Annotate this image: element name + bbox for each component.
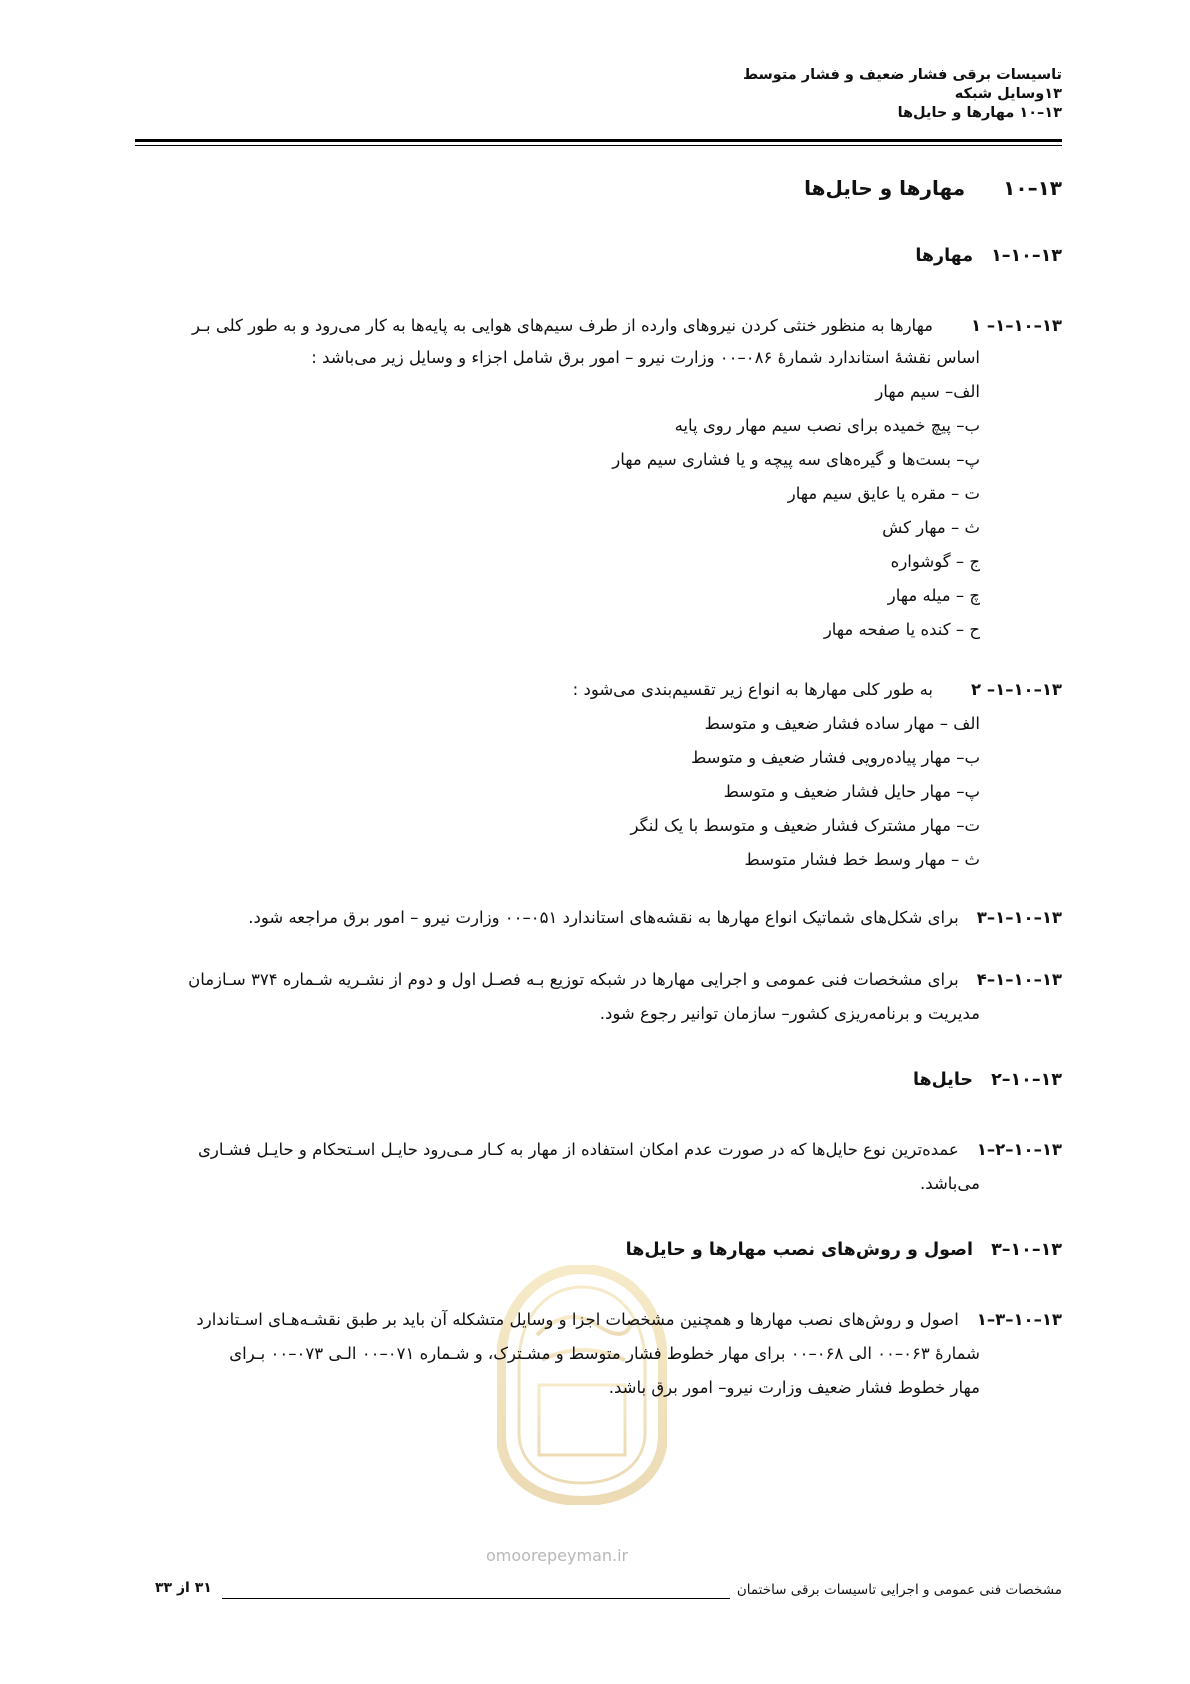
clause-text: برای مشخصات فنی عمومی و اجرایی مهارها در شبکه توزیع بـه فصـل اول و دوم از نشـریه شـماره ۳۷۴ سـازمان — [188, 970, 959, 989]
list-item: ث – مهار کش — [882, 518, 980, 537]
clause-3 — [248, 908, 1062, 927]
clause-text: مهارها به منظور خنثی کردن نیروهای وارده از طرف سیم‌های هوایی به پایه‌ها به کار می‌رود و به طور کلی بـر — [192, 316, 934, 335]
subsection-heading-13-10-1 — [915, 246, 1062, 266]
clause-3-1-line-2: شمارهٔ ۰۶۳–۰۰ الی ۰۶۸–۰۰ برای مهار خطوط فشار متوسط و مشـترک، و شـماره ۰۷۱–۰۰ الـی ۰۷۳–۰۰ بـرای — [229, 1344, 980, 1363]
section-heading-13-10 — [804, 176, 1062, 200]
list-item: ج – گوشواره — [890, 552, 980, 571]
subsection-number: ۱۳–۱۰–۲ — [991, 1070, 1062, 1090]
clause-number: ۱۳–۱۰–۳–۱ — [976, 1310, 1062, 1329]
header-line-1: تاسیسات برقی فشار ضعیف و فشار متوسط — [742, 67, 1062, 83]
clause-1-line-1 — [192, 316, 1062, 335]
clause-number: ۱۳–۱۰–۱–۳ — [976, 908, 1062, 927]
list-item: ث – مهار وسط خط فشار متوسط — [744, 850, 980, 869]
header-line-2: ۱۳وسایل شبکه — [954, 86, 1062, 102]
subsection-heading-13-10-3 — [626, 1240, 1062, 1260]
watermark-url: omoorepeyman.ir — [486, 1546, 629, 1565]
list-item: الف– سیم مهار — [875, 382, 980, 401]
list-item: ت– مهار مشترک فشار ضعیف و متوسط با یک لنگر — [630, 816, 980, 835]
clause-text: عمده‌ترین نوع حایل‌ها که در صورت عدم امکان استفاده از مهار به کـار مـی‌رود حایـل اسـتحکام و حایـل فشـاری — [197, 1140, 959, 1159]
clause-2-line-1 — [573, 680, 1062, 699]
subsection-title: اصول و روش‌های نصب مهارها و حایل‌ها — [625, 1240, 974, 1260]
running-header — [743, 66, 1062, 123]
header-rule-thin — [135, 145, 1062, 146]
clause-number: ۱۳–۱۰–۱– ۲ — [971, 680, 1062, 699]
list-item: ح – کنده یا صفحه مهار — [823, 620, 980, 639]
clause-2-1-line-2: می‌باشد. — [920, 1174, 980, 1193]
list-item: پ– بست‌ها و گیره‌های سه پیچه و یا فشاری سیم مهار — [612, 450, 980, 469]
footer-rule — [222, 1598, 730, 1599]
clause-4-line-1 — [188, 970, 1062, 989]
list-item: ب– مهار پیاده‌رویی فشار ضعیف و متوسط — [691, 748, 980, 767]
clause-3-1-line-1 — [196, 1310, 1062, 1329]
clause-text: اصول و روش‌های نصب مهارها و همچنین مشخصات اجزا و وسایل متشکله آن باید بر طبق نقشـه‌هـای اسـتاندارد — [196, 1310, 959, 1329]
clause-3-1-line-3: مهار خطوط فشار ضعیف وزارت نیرو– امور برق باشد. — [608, 1378, 980, 1397]
header-rule-thick — [135, 139, 1062, 142]
list-item: چ – میله مهار — [887, 586, 980, 605]
subsection-number: ۱۳–۱۰–۳ — [991, 1240, 1062, 1260]
clause-text: برای شکل‌های شماتیک انواع مهارها به نقشه‌های استاندارد ۰۵۱–۰۰ وزارت نیرو – امور برق مراجعه شود. — [248, 908, 959, 927]
subsection-title: مهارها — [915, 246, 974, 266]
subsection-number: ۱۳–۱۰–۱ — [991, 246, 1062, 266]
clause-number: ۱۳–۱۰–۱–۴ — [976, 970, 1062, 989]
page-number: ۳۱ از ۳۳ — [155, 1580, 212, 1596]
clause-number: ۱۳–۱۰–۲–۱ — [976, 1140, 1062, 1159]
subsection-heading-13-10-2 — [913, 1070, 1062, 1090]
clause-1-line-2: اساس نقشهٔ استاندارد شمارهٔ ۰۸۶–۰۰ وزارت نیرو – امور برق شامل اجزاء و وسایل زیر می‌باشد : — [311, 348, 980, 367]
list-item: ت – مقره یا عایق سیم مهار — [787, 484, 980, 503]
section-title: مهارها و حایل‌ها — [804, 176, 966, 200]
list-item: ب– پیچ خمیده برای نصب سیم مهار روی پایه — [674, 416, 980, 435]
footer-title: مشخصات فنی عمومی و اجرایی تاسیسات برقی ساختمان — [736, 1582, 1062, 1598]
clause-2-1-line-1 — [198, 1140, 1062, 1159]
list-item: الف – مهار ساده فشار ضعیف و متوسط — [704, 714, 980, 733]
clause-4-line-2: مدیریت و برنامه‌ریزی کشور– سازمان توانیر رجوع شود. — [599, 1004, 980, 1023]
list-item: پ– مهار حایل فشار ضعیف و متوسط — [723, 782, 980, 801]
clause-text: به طور کلی مهارها به انواع زیر تقسیم‌بندی می‌شود : — [572, 680, 934, 699]
clause-number: ۱۳–۱۰–۱– ۱ — [971, 316, 1062, 335]
header-line-3: ۱۳–۱۰ مهارها و حایل‌ها — [897, 105, 1062, 121]
section-number: ۱۳–۱۰ — [1003, 176, 1062, 200]
subsection-title: حایل‌ها — [912, 1070, 974, 1090]
